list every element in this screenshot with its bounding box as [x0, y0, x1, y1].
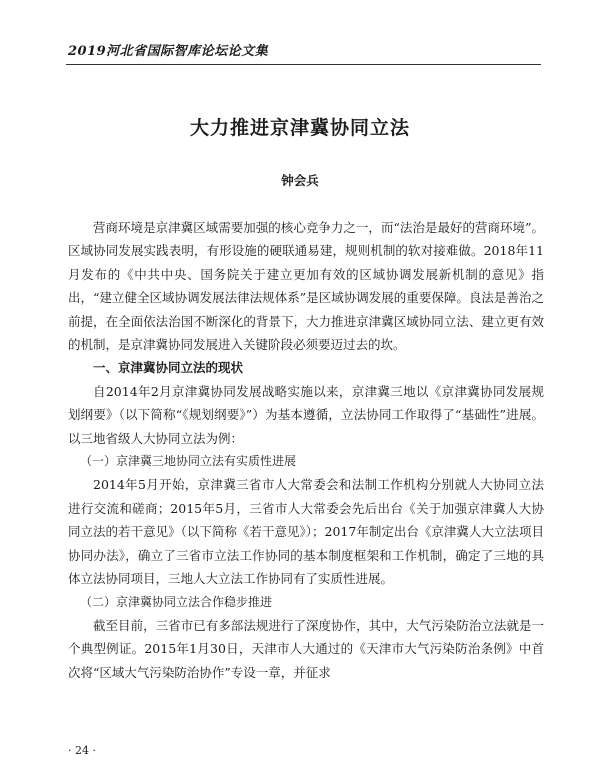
subsection-heading: （一）京津冀三地协同立法有实质性进展	[80, 454, 297, 469]
subsection-heading: （二）京津冀协同立法合作稳步推进	[80, 594, 273, 609]
paragraph: 自2014年2月京津冀协同发展战略实施以来，京津冀三地以《京津冀协同发展规划纲要》（以下简称“《规划纲要》”）为基本遵循，立法协同工作取得了“基础性”进展。以三地省级人大协同立法为例：	[68, 383, 544, 446]
paragraph: 2014年5月开始，京津冀三省市人大常委会和法制工作机构分别就人大协同立法进行交流和磋商；2015年5月，三省市人大常委会先后出台《关于加强京津冀人大协同立法的若干意见》（以下简称《若干意见》）；2017年制定出台《京津冀人大立法项目协同办法》，确立了三省市立法工作协同的基本制度框架和工作机制，确定了三地的具体立法协同项目，三地人大立法工作协同有了实质性进展。	[68, 477, 544, 587]
header-divider	[66, 64, 541, 65]
article-title: 大力推进京津冀协同立法	[189, 117, 410, 139]
page-number: · 24 ·	[68, 744, 96, 757]
author-name: 钟会兵	[281, 173, 319, 188]
running-header: 2019河北省国际智库论坛论文集	[68, 44, 269, 59]
section-heading: 一、京津冀协同立法的现状	[93, 360, 244, 376]
paragraph: 截至目前，三省市已有多部法规进行了深度协作，其中，大气污染防治立法就是一个典型例证。2015年1月30日，天津市人大通过的《天津市大气污染防治条例》中首次将“区域大气污染防治协作”专设一章，并征求	[68, 617, 544, 680]
paragraph-intro: 营商环境是京津冀区域需要加强的核心竞争力之一，而“法治是最好的营商环境”。区域协同发展实践表明，有形设施的硬联通易建，规则机制的软对接难做。2018年11月发布的《中共中央、国务院关于建立更加有效的区域协调发展新机制的意见》指出，“建立健全区域协调发展法律法规体系”是区域协调发展的重要保障。良法是善治之前提，在全面依法治国不断深化的背景下，大力推进京津冀区域协同立法、建立更有效的机制，是京津冀协同发展进入关键阶段必须要迈过去的坎。	[68, 220, 544, 353]
article-body	[68, 216, 544, 684]
